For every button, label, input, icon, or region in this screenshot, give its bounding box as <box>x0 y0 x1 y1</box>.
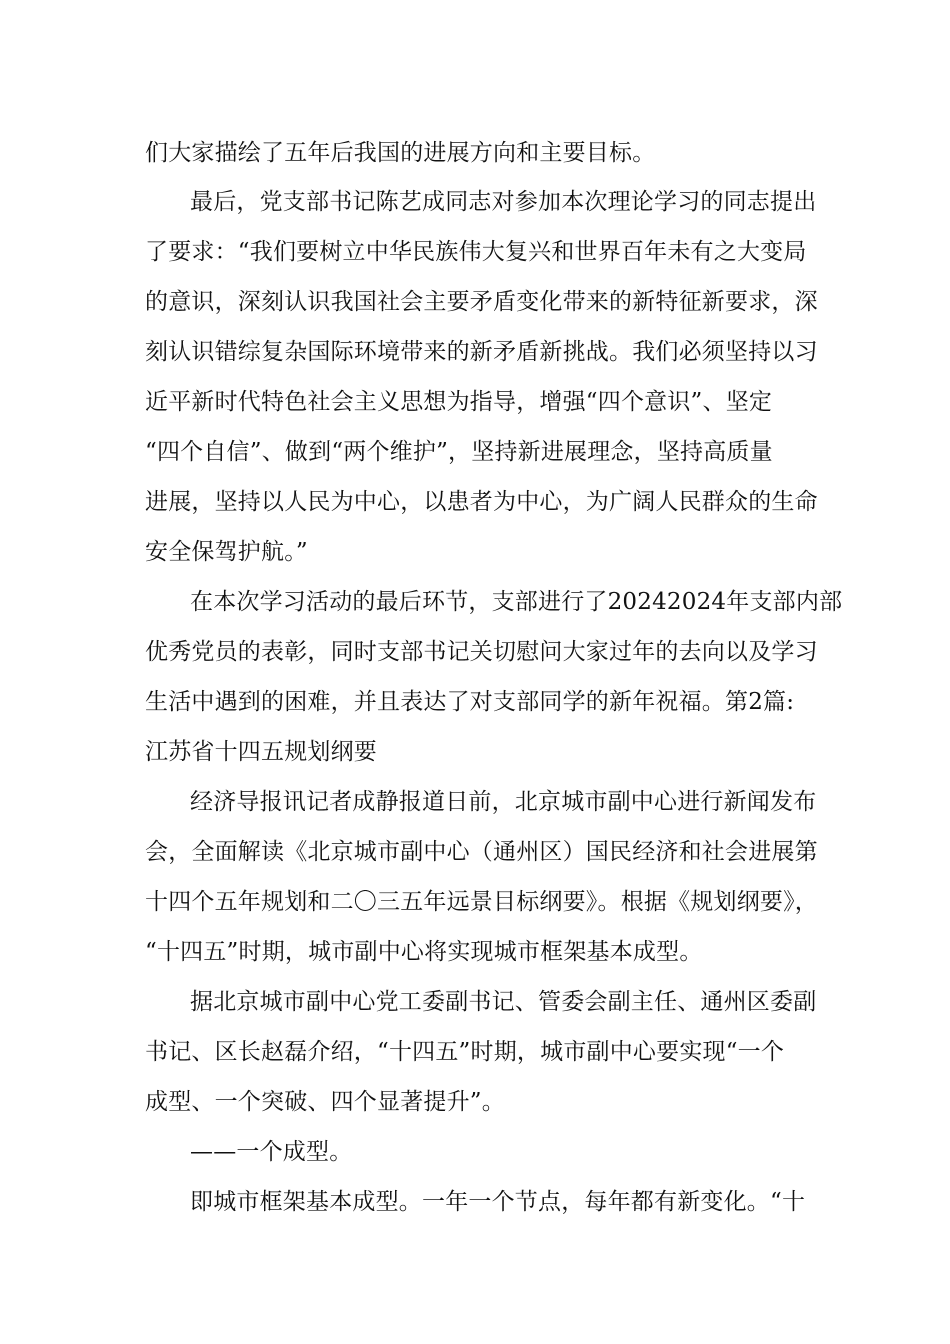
paragraph-start-line: ——一个成型。 <box>190 1139 353 1165</box>
text-line: 的意识，深刻认识我国社会主要矛盾变化带来的新特征新要求，深 <box>145 289 818 315</box>
text-line: 成型、一个突破、四个显著提升”。 <box>145 1089 505 1115</box>
paragraph-start-line: 即城市框架基本成型。一年一个节点，每年都有新变化。“十 <box>190 1189 806 1215</box>
text-line: 会，全面解读《北京城市副中心（通州区）国民经济和社会进展第 <box>145 839 818 865</box>
text-line: “四个自信”、做到“两个维护”，坚持新进展理念，坚持高质量 <box>145 439 773 465</box>
text-line: 生活中遇到的困难，并且表达了对支部同学的新年祝福。第2篇: <box>145 689 795 715</box>
text-line: 十四个五年规划和二〇三五年远景目标纲要》。根据《规划纲要》， <box>145 889 818 915</box>
paragraph-start-line: 据北京城市副中心党工委副书记、管委会副主任、通州区委副 <box>190 989 817 1015</box>
text-line: 书记、区长赵磊介绍，“十四五”时期，城市副中心要实现“一个 <box>145 1039 785 1065</box>
text-line: 安全保驾护航。” <box>145 539 308 565</box>
text-line: 们大家描绘了五年后我国的进展方向和主要目标。 <box>145 140 656 166</box>
paragraph-start-line: 最后，党支部书记陈艺成同志对参加本次理论学习的同志提出 <box>190 189 817 215</box>
text-line: 进展，坚持以人民为中心，以患者为中心，为广阔人民群众的生命 <box>145 489 818 515</box>
text-line: 优秀党员的表彰，同时支部书记关切慰问大家过年的去向以及学习 <box>145 639 818 665</box>
text-line: “十四五”时期，城市副中心将实现城市框架基本成型。 <box>145 939 703 965</box>
paragraph-start-line: 经济导报讯记者成静报道日前，北京城市副中心进行新闻发布 <box>190 789 817 815</box>
section-title-line: 江苏省十四五规划纲要 <box>145 739 377 765</box>
text-line: 刻认识错综复杂国际环境带来的新矛盾新挑战。我们必须坚持以习 <box>145 339 818 365</box>
paragraph-start-line: 在本次学习活动的最后环节，支部进行了20242024年支部内部 <box>190 589 843 615</box>
text-line: 了要求：“我们要树立中华民族伟大复兴和世界百年未有之大变局 <box>145 239 807 265</box>
text-line: 近平新时代特色社会主义思想为指导，增强“四个意识”、坚定 <box>145 389 773 415</box>
